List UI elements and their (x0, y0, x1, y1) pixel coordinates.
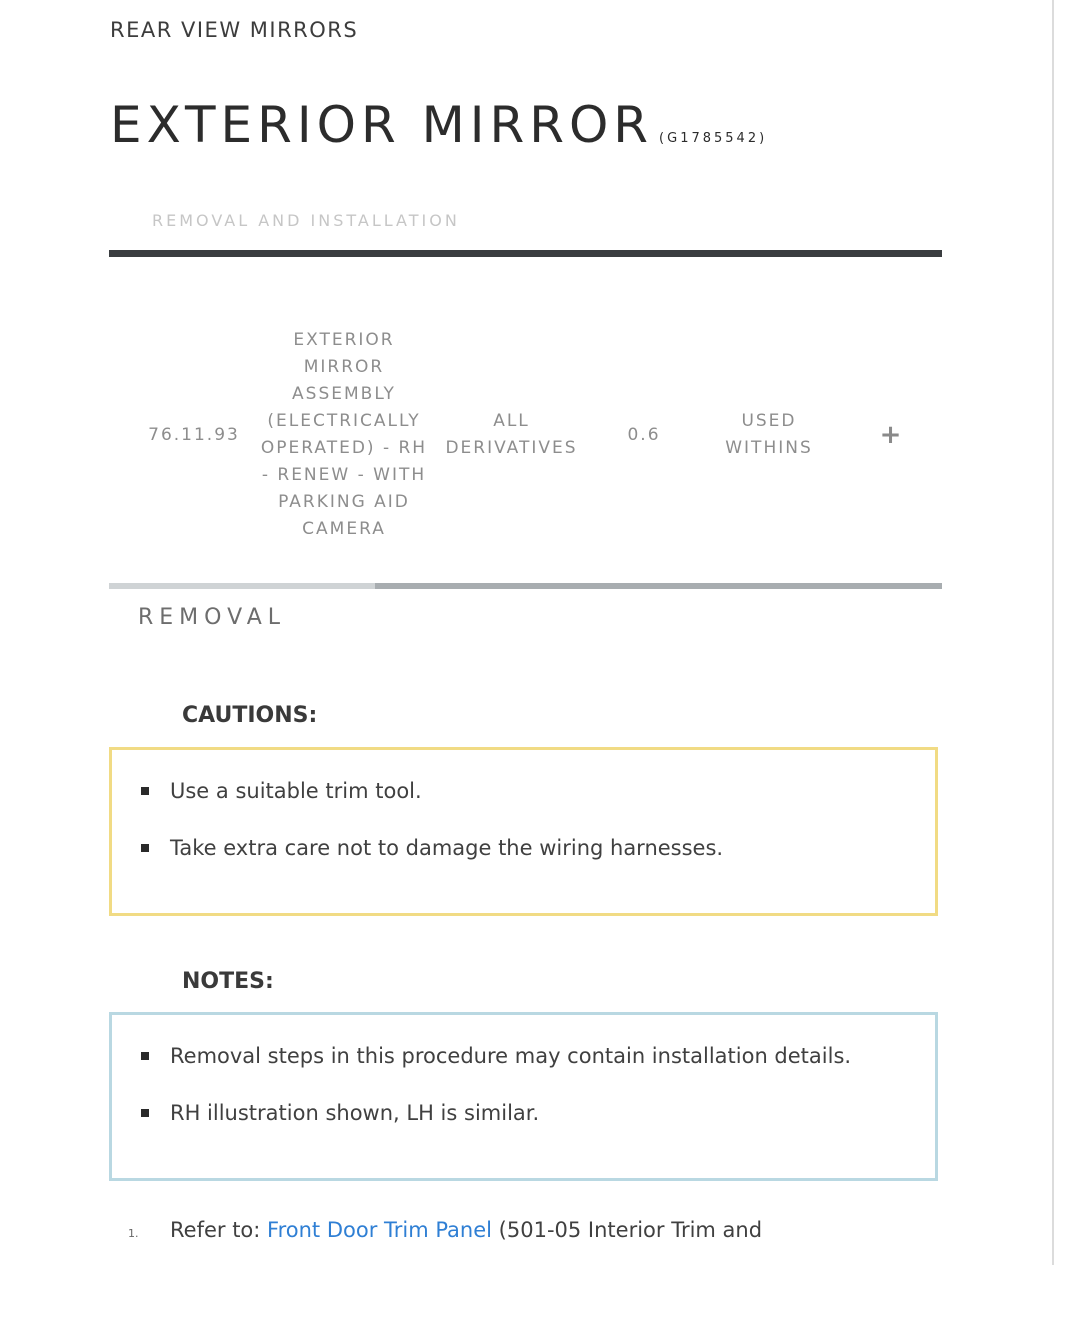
tab-removal-installation[interactable]: REMOVAL AND INSTALLATION (152, 211, 460, 230)
caution-item: Take extra care not to damage the wiring harnesses. (138, 835, 723, 892)
document-code: (G1785542) (659, 130, 768, 146)
page-title (110, 96, 767, 154)
notes-list (138, 1043, 851, 1157)
tab-underline (109, 250, 942, 257)
cautions-list (138, 778, 723, 892)
operation-row (109, 310, 942, 560)
operation-derivatives: ALL DERIVATIVES (445, 411, 578, 458)
step-number: 1. (128, 1227, 139, 1240)
operation-description: EXTERIOR MIRROR ASSEMBLY (ELECTRICALLY OPERATED) - RH - RENEW - WITH PARKING AID CAMERA (260, 330, 428, 539)
row-divider-highlight (109, 583, 375, 589)
front-door-trim-panel-link[interactable]: Front Door Trim Panel (267, 1218, 492, 1242)
note-item: RH illustration shown, LH is similar. (138, 1100, 851, 1157)
operation-time: 0.6 (627, 424, 661, 445)
step-suffix: (501-05 Interior Trim and (492, 1218, 763, 1242)
removal-heading: REMOVAL (138, 605, 287, 630)
note-item: Removal steps in this procedure may contain installation details. (138, 1043, 851, 1100)
page-edge-divider (1052, 0, 1054, 1265)
cautions-box (109, 747, 938, 916)
caution-item: Use a suitable trim tool. (138, 778, 723, 835)
page-title-text: EXTERIOR MIRROR (110, 95, 654, 154)
expand-plus-icon[interactable]: + (879, 419, 904, 450)
notes-box (109, 1012, 938, 1181)
step-prefix: Refer to: (170, 1218, 268, 1242)
cautions-heading: CAUTIONS: (182, 703, 318, 728)
used-withins: USED WITHINS (725, 411, 813, 458)
step-1 (128, 1218, 762, 1242)
notes-heading: NOTES: (182, 969, 274, 994)
operation-code: 76.11.93 (148, 424, 240, 445)
section-name: REAR VIEW MIRRORS (110, 18, 359, 42)
